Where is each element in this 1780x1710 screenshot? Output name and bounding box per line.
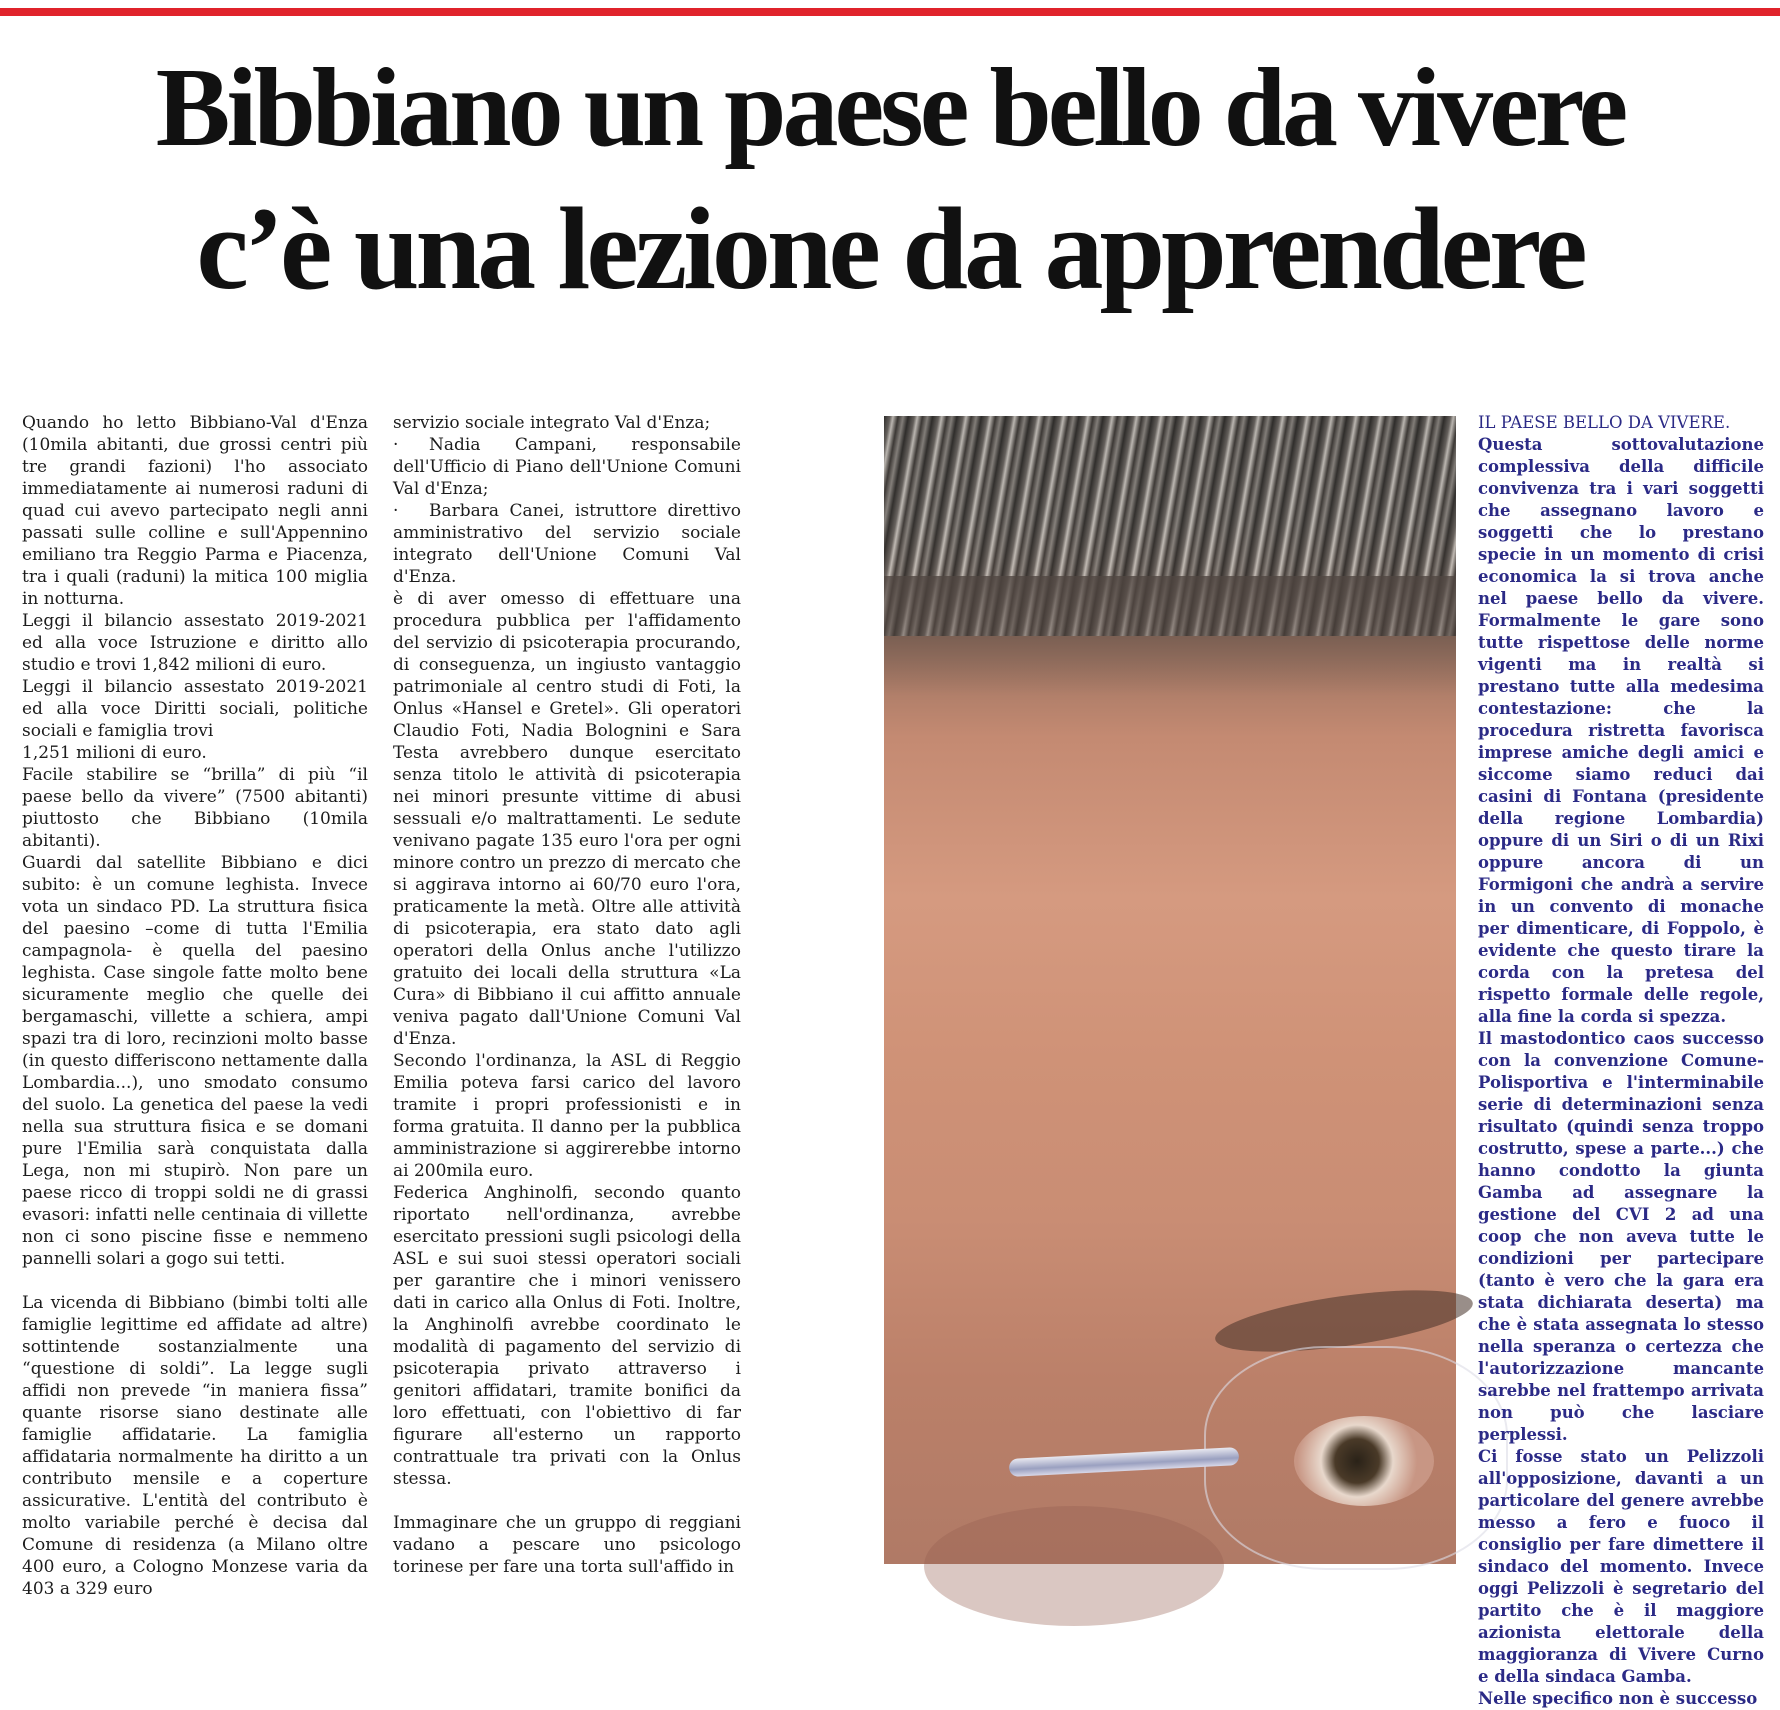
paragraph: Federica Anghinolfi, secondo quanto riportato nell'ordinanza, avrebbe esercitato pressioni sugli psicologi della ASL e sui suoi stessi operatori sociali per garantire che i minori venissero dati in carico alla Onlus di Foti. Inoltre, la Anghinolfi avrebbe coordinato le modalità di pagamento del servizio di psicoterapia privato attraverso i genitori affidatari, tramite bonifici da loro effettuati, con l'obiettivo di far figurare all'esterno un rapporto contrattuale tra privati con la Onlus stessa. xyxy=(393,1183,741,1489)
paragraph: Immaginare che un gruppo di reggiani vadano a pescare uno psicologo torinese per fare una torta sull'affido in xyxy=(393,1513,741,1577)
paragraph: Nelle specifico non è successo xyxy=(1478,1689,1758,1708)
paragraph: 1,251 milioni di euro. xyxy=(22,743,207,763)
portrait-photo xyxy=(884,416,1456,1564)
bullet-icon: · xyxy=(393,435,399,455)
section-kicker: IL PAESE BELLO DA VIVERE. xyxy=(1478,413,1731,432)
paragraph: Il mastodontico caos successo con la convenzione Comune-Polisportiva e l'interminabile serie di determinazioni senza risultato (quindi senza troppo costrutto, spese a parte...) che hanno condotto la giunta Gamba ad assegnare la gestione del CVI 2 ad una coop che non aveva tutte le condizioni per partecipare (tanto è vero che la gara era stata dichiarata deserta) ma che è stata assegnata lo stesso nella speranza o certezza che l'autorizzazione mancante sarebbe nel frattempo arrivata non può che lasciare perplessi. xyxy=(1478,1029,1764,1444)
paragraph: Leggi il bilancio assestato 2019-2021 ed alla voce Diritti sociali, politiche sociali e famiglia trovi xyxy=(22,677,368,741)
top-red-rule xyxy=(0,8,1780,16)
paragraph: Questa sottovalutazione complessiva della difficile convivenza tra i vari soggetti che assegnano lavoro e soggetti che lo prestano specie in un momento di crisi economica la si trova anche nel paese bello da vivere. Formalmente le gare sono tutte rispettose delle norme vigenti ma in realtà si prestano tutte alla medesima contestazione: che la procedura ristretta favorisca imprese amiche degli amici e siccome siamo reduci dai casini di Fontana (presidente della regione Lombardia) oppure di un Siri o di un Rixi oppure ancora di un Formigoni che andrà a servire in un convento di monache per dimenticare, di Foppolo, è evidente che questo tirare la corda con la pretesa del rispetto formale delle regole, alla fine la corda si spezza. xyxy=(1478,435,1764,1026)
paragraph: è di aver omesso di effettuare una procedura pubblica per l'affidamento del servizio di psicoterapia procurando, di conseguenza, un ingiusto vantaggio patrimoniale al centro studi di Foti, la Onlus «Hansel e Gretel». Gli operatori Claudio Foti, Nadia Bolognini e Sara Testa avrebbero dunque esercitato senza titolo le attività di psicoterapia nei minori presunte vittime di abusi sessuali e/o maltrattamenti. Le sedute venivano pagate 135 euro l'ora per ogni minore contro un prezzo di mercato che si aggirava intorno ai 60/70 euro l'ora, praticamente la metà. Oltre alle attività di psicoterapia, era stato dato agli operatori della Onlus anche l'utilizzo gratuito dei locali della struttura «La Cura» di Bibbiano il cui affitto annuale veniva pagato dall'Unione Comuni Val d'Enza. xyxy=(393,589,741,1049)
paragraph: servizio sociale integrato Val d'Enza; xyxy=(393,413,711,433)
paragraph: Ci fosse stato un Pelizzoli all'opposizione, davanti a un particolare del genere avrebbe messo a fero e fuoco il consiglio per fare dimettere il sindaco del momento. Invece oggi Pelizzoli è segretario del partito che è il maggiore azionista elettorale della maggioranza di Vivere Curno e della sindaca Gamba. xyxy=(1478,1447,1764,1686)
bullet-icon: · xyxy=(393,501,399,521)
headline-line-2: c’è una lezione da apprendere xyxy=(196,183,1584,314)
paragraph: Secondo l'ordinanza, la ASL di Reggio Emilia poteva farsi carico del lavoro tramite i propri professionisti e in forma gratuita. Il danno per la pubblica amministrazione si aggirerebbe intorno ai 200mila euro. xyxy=(393,1051,741,1181)
paragraph: Facile stabilire se “brilla” di più “il paese bello da vivere” (7500 abitanti) piuttosto che Bibbiano (10mila abitanti). xyxy=(22,765,368,851)
list-item: · Nadia Campani, responsabile dell'Ufficio di Piano dell'Unione Comuni Val d'Enza; xyxy=(393,435,741,499)
list-item: · Barbara Canei, istruttore direttivo amministrativo del servizio sociale integrato dell'Unione Comuni Val d'Enza. xyxy=(393,501,741,587)
paragraph: Guardi dal satellite Bibbiano e dici subito: è un comune leghista. Invece vota un sindaco PD. La struttura fisica del paesino –come di tutta l'Emilia campagnola- è quella del paesino leghista. Case singole fatte molto bene sicuramente meglio che quelle dei bergamaschi, villette a schiera, ampi spazi tra di loro, recinzioni molto basse (in questo differiscono nettamente dalla Lombardia...), uno smodato consumo del suolo. La genetica del paese la vedi nella sua struttura fisica e se domani pure l'Emilia sarà conquistata dalla Lega, non mi stupirò. Non pare un paese ricco di troppi soldi ne di grassi evasori: infatti nelle centinaia di villette non ci sono piscine fisse e nemmeno pannelli solari a gogo sui tetti. xyxy=(22,853,368,1269)
article-column-2 xyxy=(393,412,741,1577)
paragraph: Leggi il bilancio assestato 2019-2021 ed alla voce Istruzione e diritto allo studio e trovi 1,842 milioni di euro. xyxy=(22,611,368,675)
sidebar-column xyxy=(1478,412,1764,1708)
paragraph: La vicenda di Bibbiano (bimbi tolti alle famiglie legittime ed affidate ad altre) sottintende sostanzialmente una “questione di soldi”. La legge sugli affidi non prevede “in maniera fissa” quante risorse siano destinate alle famiglie affidatarie. La famiglia affidataria normalmente ha diritto a un contributo mensile e a coperture assicurative. L'entità del contributo è molto variabile perché è decisa dal Comune di residenza (a Milano oltre 400 euro, a Cologno Monzese varia da 403 a 329 euro xyxy=(22,1293,368,1599)
headline-line-1: Bibbiano un paese bello da vivere xyxy=(155,46,1625,170)
paragraph: Quando ho letto Bibbiano-Val d'Enza (10mila abitanti, due grossi centri più tre grandi fazioni) l'ho associato immediatamente ai numerosi raduni di quad cui avevo partecipato negli anni passati sulle colline e sull'Appennino emiliano tra Reggio Parma e Piacenza, tra i quali (raduni) la mitica 100 miglia in notturna. xyxy=(22,413,368,609)
article-column-1 xyxy=(22,412,368,1599)
